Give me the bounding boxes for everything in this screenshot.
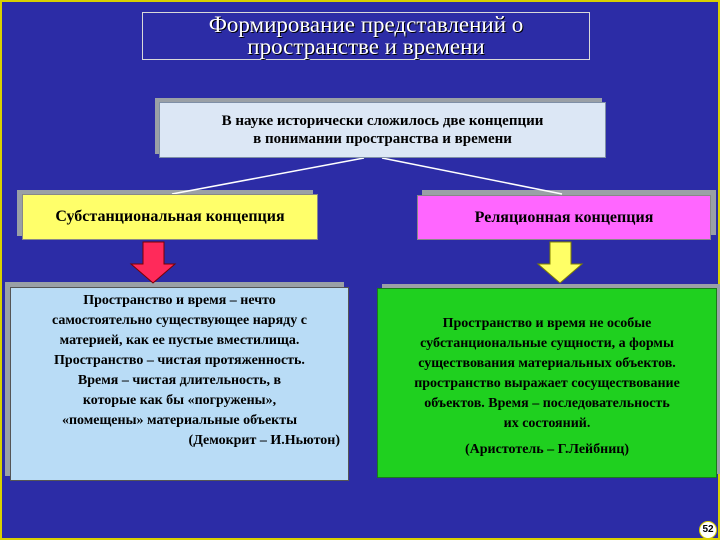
left-body-line: которые как бы «погружены», — [82, 393, 277, 408]
title-line-1: Формирование представлений о — [208, 12, 524, 37]
left-body-line: «помещены» материальные объекты — [61, 413, 298, 428]
left-body-line: самостоятельно существующее наряду с — [52, 313, 307, 328]
right-body-line: их состояний. — [503, 416, 591, 431]
relational-concept-description — [377, 288, 717, 478]
right-authors: (Аристотель – Г.Лейбниц) — [464, 442, 629, 457]
right-body-line: субстанциональные сущности, а формы — [420, 336, 674, 351]
right-body-line: объектов. Время – последовательность — [424, 396, 670, 411]
substantial-concept-heading: Субстанциональная концепция — [22, 194, 318, 240]
right-down-arrow-icon — [538, 242, 582, 283]
intro-box — [159, 102, 606, 158]
left-down-arrow-icon — [131, 242, 175, 283]
intro-line-2: в понимании пространства и времени — [253, 131, 512, 147]
page-number-badge: 52 — [699, 521, 717, 539]
intro-line-1: В науке исторически сложилось две концепции — [221, 113, 544, 129]
title-line-2: пространстве и времени — [247, 34, 485, 59]
right-connector-line — [382, 158, 562, 194]
substantial-concept-description — [10, 287, 349, 481]
right-body-line: Пространство и время не особые — [442, 316, 652, 331]
left-body-line: Пространство – чистая протяженность. — [54, 353, 305, 368]
right-body-line: существования материальных объектов. — [418, 356, 676, 371]
left-authors: (Демокрит – И.Ньютон) — [188, 433, 340, 448]
right-body-line: пространство выражает сосуществование — [414, 376, 680, 391]
relational-concept-heading: Реляционная концепция — [417, 195, 711, 240]
left-body-line: материей, как ее пустые вместилища. — [59, 333, 300, 348]
left-body-line: Время – чистая длительность, в — [77, 373, 282, 388]
left-body-line: Пространство и время – нечто — [83, 293, 276, 308]
left-connector-line — [172, 158, 364, 194]
